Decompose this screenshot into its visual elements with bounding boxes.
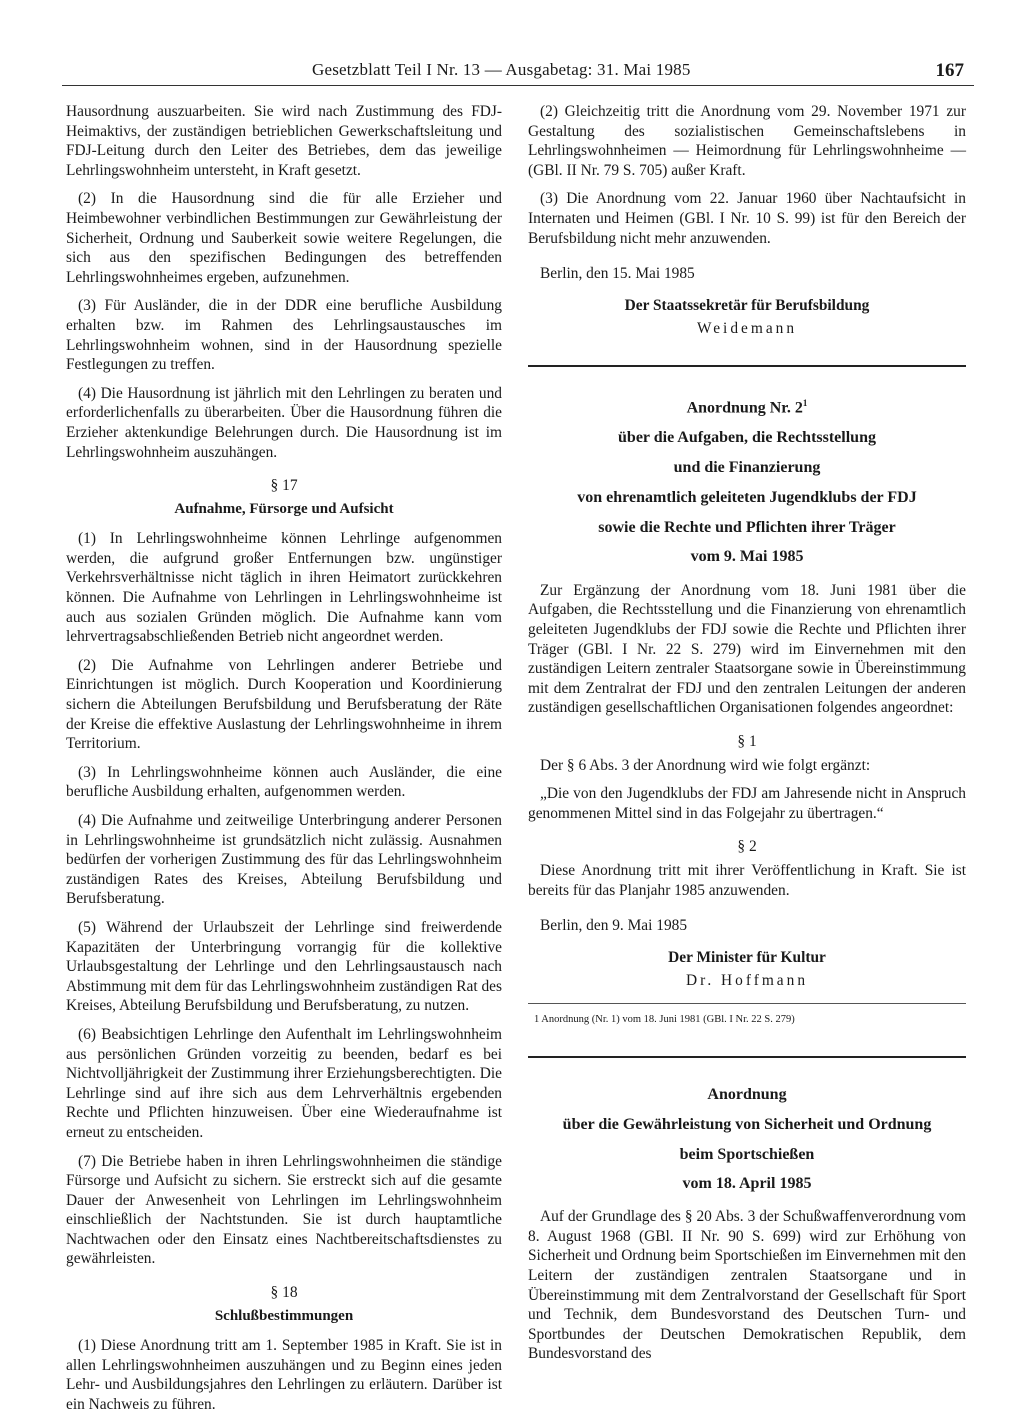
heading-line: über die Aufgaben, die Rechtsstellung xyxy=(618,429,876,447)
heading-line: beim Sportschießen xyxy=(679,1145,815,1163)
header-title: Gesetzblatt Teil I Nr. 13 — Ausgabetag: 31. Mai 1985 xyxy=(312,60,691,79)
ordinance-date: vom 9. Mai 1985 xyxy=(690,548,804,566)
paragraph: Zur Ergänzung der Anordnung vom 18. Juni 1981 über die Aufgaben, die Rechtsstellung und die Finanzierung von ehrenamtlich geleiteten Jugendklubs der FDJ sowie die Rechte und Pflichten ihrer Träger (GBl. I Nr. 22 S. 279) wird im Einvernehmen mit den zuständigen Leitern zentraler Staatsorgane sowie in Übereinstimmung mit dem Zentralrat der FDJ und den zentralen Leitungen der anderen zuständigen gesellschaftlichen Organisationen folgendes angeordnet: xyxy=(528,581,966,717)
heading-line: sowie die Rechte und Pflichten ihrer Träger xyxy=(598,519,896,537)
heading-line: über die Gewährleistung von Sicherheit und Ordnung xyxy=(562,1115,932,1133)
paragraph: Der § 6 Abs. 3 der Anordnung wird wie folgt ergänzt: xyxy=(540,756,871,774)
paragraph: (5) Während der Urlaubszeit der Lehrlinge sind freiwerdende Kapazitäten der Unterbringung vorrangig für die kollektive Urlaubsgestaltung der Lehrlinge und den Lehrlingsaustausch nach Abstimmung mit dem für das Lehrlingswohnheim zuständigen Rat des Kreises, Abteilung Berufsbildung und Berufsberatung, zu nutzen. xyxy=(66,918,503,1015)
section-title: Schlußbestimmungen xyxy=(214,1307,354,1324)
page-number: 167 xyxy=(935,60,964,81)
signatory-name: Dr. Hoffmann xyxy=(685,972,809,990)
ordinance-heading xyxy=(528,393,966,418)
paragraph: (3) Für Ausländer, die in der DDR eine berufliche Ausbildung erhalten bzw. im Rahmen des Lehrlingsaustausches im Lehrlingswohnheim wohnen, sind in der Hausordnung spezielle Festlegungen zu treffen. xyxy=(66,297,502,374)
paragraph: (2) In die Hausordnung sind die für alle Erzieher und Heimbewohner verbindlichen Bestimmungen zur Gewährleistung der Sicherheit, Ordnung und Sauberkeit sowie weitere Regelungen, die sich aus den spezifischen Bedingungen des betreffenden Lehrlingswohnheimes ergeben, aufzunehmen. xyxy=(66,190,502,286)
signatory-name: Weidemann xyxy=(696,320,798,338)
right-column xyxy=(528,102,966,1373)
section-title: Aufnahme, Fürsorge und Aufsicht xyxy=(174,500,394,517)
left-column xyxy=(66,102,502,1424)
footnote-rule xyxy=(528,1003,966,1004)
signatory-title: Der Minister für Kultur xyxy=(668,948,826,966)
paragraph: Auf der Grundlage des § 20 Abs. 3 der Schußwaffenverordnung vom 8. August 1968 (GBl. II Nr. 90 S. 699) wird zur Erhöhung von Sicherheit und Ordnung beim Sportschießen im Einvernehmen mit den Leitern der zuständigen zentralen Staatsorgane und in Übereinstimmung mit dem Zentralvorstand der Gesellschaft für Sport und Technik, dem Bundesvorstand des Deutschen Turn- und Sportbundes der Deutschen Demokratischen Republik, dem Bundesvorstand des xyxy=(528,1208,966,1363)
section-divider xyxy=(528,365,966,367)
paragraph: „Die von den Jugendklubs der FDJ am Jahresende nicht in Anspruch genommenen Mittel sind in das Folgejahr zu übertragen.“ xyxy=(528,785,966,822)
page-header xyxy=(62,58,974,86)
paragraph: (1) In Lehrlingswohnheime können Lehrlinge aufgenommen werden, die aufgrund großer Entfernungen bzw. ungünstiger Verkehrsverhältnisse nicht täglich in ihren Heimatort zurückkehren können. Die Aufnahme von Lehrlingen in Lehrlingswohnheime ist auch aus sozialen Gründen möglich. Die Aufnahme kann vom lehrvertragsabschließenden Betrieb nicht angeordnet werden. xyxy=(66,530,502,646)
section-number: § 17 xyxy=(270,477,298,495)
heading-line: Anordnung Nr. 2 xyxy=(686,399,803,417)
paragraph: (1) Diese Anordnung tritt am 1. September 1985 in Kraft. Sie ist in allen Lehrlingswohnheimen auszuhängen und zu Beginn eines jeden Lehr- und Ausbildungsjahres den Lehrlingen zu erläutern. Darüber ist ein Nachweis zu führen. xyxy=(66,1337,502,1414)
paragraph: (2) Gleichzeitig tritt die Anordnung vom 29. November 1971 zur Gestaltung des sozialistischen Gemeinschaftslebens in Lehrlingswohnheimen — Heimordnung für Lehrlingswohnheime — (GBl. II Nr. 79 S. 705) außer Kraft. xyxy=(528,103,966,179)
paragraph: (3) In Lehrlingswohnheime können auch Ausländer, die eine berufliche Ausbildung erhalten, aufgenommen werden. xyxy=(66,763,502,801)
section-number: § 18 xyxy=(270,1284,298,1302)
footnote-marker: 1 xyxy=(802,397,808,408)
paragraph: Hausordnung auszuarbeiten. Sie wird nach Zustimmung des FDJ-Heimaktivs, der zuständigen betrieblichen Gewerkschaftsleitung und FDJ-Leitung durch den Leiter des Betriebes, dem das jeweilige Lehrlingswohnheim untersteht, in Kraft gesetzt. xyxy=(66,103,502,179)
footnote: 1 Anordnung (Nr. 1) vom 18. Juni 1981 (GBl. I Nr. 22 S. 279) xyxy=(534,1013,795,1025)
paragraph: (4) Die Hausordnung ist jährlich mit den Lehrlingen zu beraten und erforderlichenfalls zu überarbeiten. Über die Hausordnung führen die Erzieher aktenkundige Belehrungen durch. Die Hausordnung ist im Lehrlingswohnheim auszuhängen. xyxy=(66,384,502,461)
section-number: § 1 xyxy=(737,733,757,751)
ordinance-date: vom 18. April 1985 xyxy=(682,1174,812,1192)
paragraph: (2) Die Aufnahme von Lehrlingen anderer Betriebe und Einrichtungen ist möglich. Durch Kooperation und Koordinierung sichern die Abteilungen Berufsbildung und Berufsberatung der Räte der Kreise die effektive Auslastung der Lehrlingswohnheime in ihrem Territorium. xyxy=(66,656,502,753)
heading-line: und die Finanzierung xyxy=(673,459,821,477)
signatory-title: Der Staatssekretär für Berufsbildung xyxy=(624,296,870,314)
date-line: Berlin, den 15. Mai 1985 xyxy=(540,265,695,283)
header-rule xyxy=(62,85,974,86)
paragraph: Diese Anordnung tritt mit ihrer Veröffentlichung in Kraft. Sie ist bereits für das Planjahr 1985 anzuwenden. xyxy=(528,861,966,899)
paragraph: (3) Die Anordnung vom 22. Januar 1960 über Nachtaufsicht in Internaten und Heimen (GBl. I Nr. 10 S. 99) ist für den Bereich der Berufsbildung nicht mehr anzuwenden. xyxy=(528,190,966,247)
paragraph: (6) Beabsichtigen Lehrlinge den Aufenthalt im Lehrlingswohnheim aus persönlichen Gründen vorzeitig zu beenden, bedarf es bei Nichtvolljährigkeit der Zustimmung ihrer Erziehungsberechtigten. Die Lehrlinge sind auf ihre sich aus dem Lehrverhältnis ergebenden Rechte und Pflichten hinzuweisen. Über eine Wiederaufnahme ist erneut zu entscheiden. xyxy=(66,1025,502,1141)
date-line: Berlin, den 9. Mai 1985 xyxy=(540,917,688,935)
paragraph: (4) Die Aufnahme und zeitweilige Unterbringung anderer Personen in Lehrlingswohnheime ist grundsätzlich nicht zulässig. Ausnahmen bedürfen der vorherigen Zustimmung des für das Lehrlingswohnheim zuständigen Rates des Kreises, Abteilung Berufsbildung und Berufsberatung. xyxy=(66,812,502,908)
heading-line: von ehrenamtlich geleiteten Jugendklubs der FDJ xyxy=(577,489,917,507)
heading-line: Anordnung xyxy=(707,1085,787,1103)
section-divider xyxy=(528,1056,966,1058)
paragraph: (7) Die Betriebe haben in ihren Lehrlingswohnheimen die ständige Fürsorge und Aufsicht zu sichern. Sie erstreckt sich auf die gesamte Dauer der Anwesenheit von Lehrlingen im Lehrlingswohnheim einschließlich der Nachtstunden. Sie ist durch hauptamtliche Nachtwachen oder den Einsatz eines Nachtbereitschaftsdienstes zu gewährleisten. xyxy=(66,1152,502,1268)
section-number: § 2 xyxy=(737,838,757,856)
